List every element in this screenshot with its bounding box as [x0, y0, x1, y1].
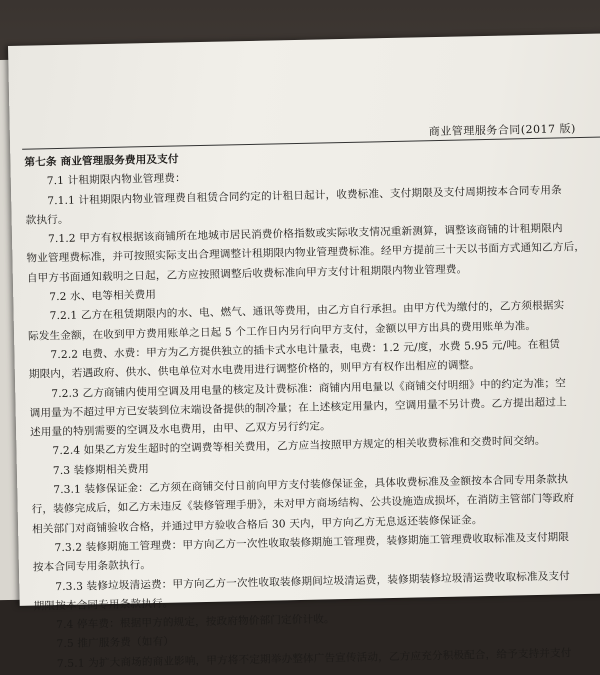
text-line: 期限按本合同专用条款执行。	[33, 597, 174, 613]
text-line: 相关部门对商铺验收合格，并通过甲方验收合格后 30 天内，甲方向乙方无息返还装修保证金。	[31, 513, 483, 536]
page-header-title: 商业管理服务合同(2017 版)	[428, 122, 576, 139]
text-line: 物业管理费标准，并可按照实际支出合理调整计租期限内物业管理费标准。经甲方提前三十天以书面方式通知乙方后，	[26, 241, 586, 266]
text-line: 7.3.3 装修垃圾清运费：甲方向乙方一次性收取装修期间垃圾清运费，装修期装修垃圾清运费收取标准及支付	[55, 569, 571, 593]
text-line: 7.3.2 装修期施工管理费：甲方向乙方一次性收取装修期施工管理费，装修期施工管理费收取标准及支付期限	[54, 531, 570, 555]
text-line: 行，装修完成后，如乙方未违反《装修管理手册》，未对甲方商场结构、公共设施造成损坏，在消防主管部门等政府	[31, 492, 575, 516]
text-line: 7.2.4 如果乙方发生超时的空调费等相关费用，乙方应当按照甲方规定的相关收费标准和交费时间交纳。	[52, 435, 546, 458]
text-line: 7.1.1 计租期限内物业管理费自租赁合同约定的计租日起计，收费标准、支付期限及支付周期按本合同专用条	[47, 184, 562, 207]
text-line: 7.1.2 甲方有权根据该商铺所在地城市居民消费价格指数或实际收支情况重新测算，调整该商铺的计租期限内	[47, 222, 563, 246]
text-line: 7.2.3 乙方商铺内使用空调及用电量的核定及计费标准：商铺内用电量以《商铺交付明细》中的约定为准；空	[51, 376, 566, 400]
text-line: 自甲方书面通知载明之日起，乙方应按照调整后收费标准向甲方支付计租期限内物业管理费。	[26, 263, 468, 285]
text-line: 7.3 装修期相关费用	[52, 462, 150, 477]
text-line: 述用量的特别需要的空调及水电费用，由甲、乙双方另行约定。	[29, 420, 331, 439]
text-line: 款执行。	[25, 213, 69, 227]
text-line: 7.2.2 电费、水费：甲方为乙方提供独立的插卡式水电计量表，电费：1.2 元/度，水费 5.95 元/吨。在租赁	[50, 338, 561, 362]
text-line: 7.4 停车费：根据甲方的规定，按政府物价部门定价计收。	[56, 613, 335, 632]
text-line: 7.3.1 装修保证金：乙方须在商铺交付日前向甲方支付装修保证金，具体收费标准及金额按本合同专用条款执	[53, 473, 569, 497]
text-line: 7.2 水、电等相关费用	[49, 289, 157, 304]
text-line: 7.2.1 乙方在租赁期限内的水、电、燃气、通讯等费用，由乙方自行承担。由甲方代为缴付的，乙方须根据实	[49, 299, 565, 323]
text-line: 按本合同专用条款执行。	[32, 559, 152, 574]
text-line: 7.1 计租期限内物业管理费：	[46, 172, 186, 188]
text-line: 期限内，若遇政府、供水、供电单位对水电费用进行调整价格的，则甲方有权作出相应的调整。	[28, 359, 481, 381]
body-text	[24, 141, 600, 674]
text-line: 7.5 推广服务费（如有）	[56, 636, 175, 651]
text-line: 7.5.1 为扩大商场的商业影响，甲方将不定期举办整体广告宣传活动，乙方应充分积极配合，给予支持并支付	[56, 647, 572, 670]
text-line: 调用量为不超过甲方已安装到位末端设备提供的制冷量；在上述核定用量内，空调用量不另计费。乙方提出超过上	[29, 396, 567, 420]
text-line: 第七条 商业管理服务费用及支付	[24, 153, 179, 169]
text-line: 际发生金额，在收到甲方费用账单之日起 5 个工作日内另行向甲方支付，金额以甲方出具的费用账单为准。	[27, 319, 537, 343]
document-page	[8, 33, 600, 670]
